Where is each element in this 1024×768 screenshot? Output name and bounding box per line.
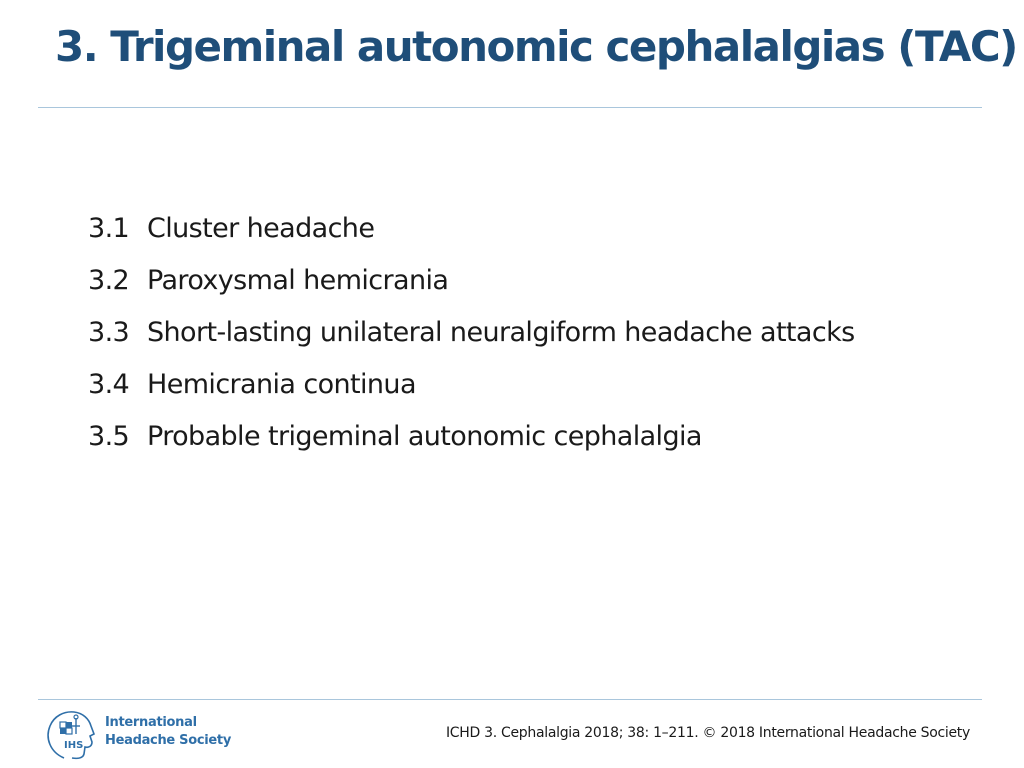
list-item-number: 3.3 bbox=[88, 317, 130, 348]
title-divider bbox=[38, 107, 982, 108]
list-item-label: Short-lasting unilateral neuralgiform headache attacks bbox=[147, 317, 855, 348]
list-item-number: 3.2 bbox=[88, 265, 130, 296]
head-profile-icon bbox=[42, 708, 104, 762]
logo-wordmark bbox=[105, 714, 231, 750]
logo-line-2: Headache Society bbox=[105, 733, 232, 748]
list-item bbox=[88, 364, 855, 416]
list-item bbox=[88, 208, 855, 260]
list-item-number: 3.5 bbox=[88, 421, 130, 452]
list-item-number: 3.1 bbox=[88, 213, 130, 244]
slide-title: 3. Trigeminal autonomic cephalalgias (TAC) bbox=[55, 22, 1017, 71]
list-item-label: Cluster headache bbox=[147, 213, 375, 244]
list-item-label: Hemicrania continua bbox=[147, 369, 416, 400]
list-item-label: Probable trigeminal autonomic cephalalgia bbox=[147, 421, 702, 452]
citation: ICHD 3. Cephalalgia 2018; 38: 1–211. © 2018 International Headache Society bbox=[445, 725, 970, 741]
list-item-number: 3.4 bbox=[88, 369, 130, 400]
list-item bbox=[88, 416, 855, 468]
list-item bbox=[88, 312, 855, 364]
logo-line-1: International bbox=[105, 715, 197, 730]
ihs-logo bbox=[42, 708, 232, 762]
footer-divider bbox=[38, 699, 982, 700]
list-item-label: Paroxysmal hemicrania bbox=[147, 265, 449, 296]
tac-list bbox=[88, 208, 855, 468]
list-item bbox=[88, 260, 855, 312]
logo-monogram: IHS bbox=[64, 740, 84, 751]
